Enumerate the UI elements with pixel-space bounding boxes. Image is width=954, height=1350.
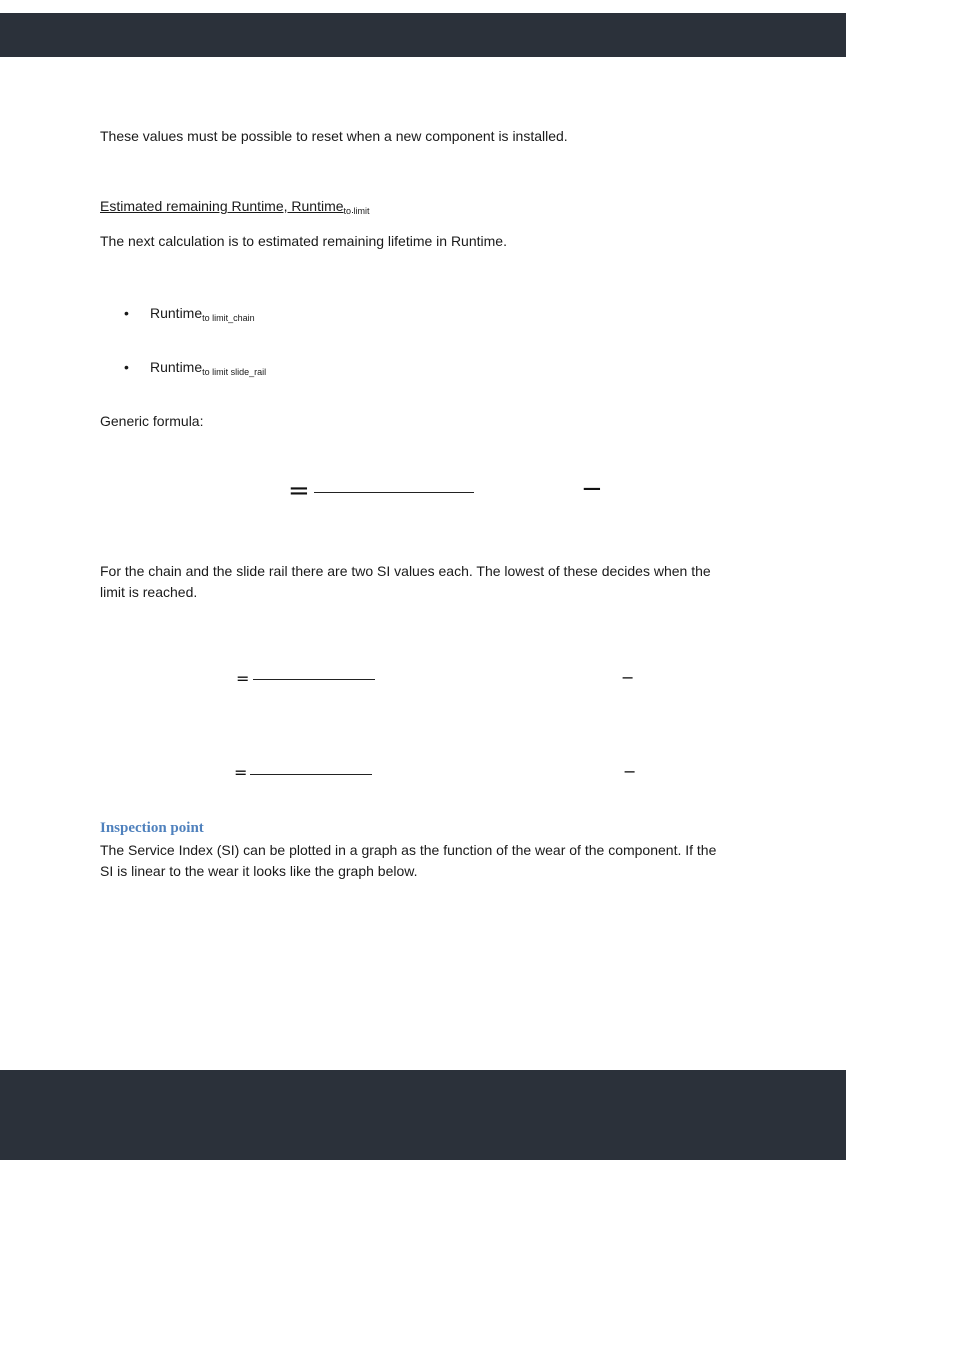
page-footer-bar (0, 1070, 846, 1160)
paragraph-generic-formula: Generic formula: (100, 413, 204, 429)
paragraph-service-index: The Service Index (SI) can be plotted in a graph as the function of the wear of the component. If the SI is linear to the wear it looks like the graph below. (100, 842, 717, 879)
formula-fraction-bar (314, 492, 474, 493)
chain-formula-fraction-bar (253, 679, 375, 680)
page-header-bar (0, 13, 846, 57)
bullet-label: Runtime (150, 305, 203, 321)
bullet-dot: • (124, 305, 129, 321)
bullet-subscript: to limit slide_rail (202, 367, 267, 377)
bullet-label: Runtime (150, 359, 203, 375)
chain-formula-minus-sign: − (621, 668, 635, 687)
paragraph-reset: These values must be possible to reset when a new component is installed. (100, 128, 568, 144)
bullet-runtime-slide-rail (150, 357, 266, 378)
section-heading-inspection-point: Inspection point (100, 820, 204, 836)
bullet-subscript: to limit_chain (202, 313, 255, 323)
bullet-dot: • (124, 359, 129, 375)
heading-runtime-sub: to limit (343, 206, 370, 216)
paragraph-chain-slide-rail: For the chain and the slide rail there are two SI values each. The lowest of these decides when the limit is reached. (100, 563, 711, 600)
slide-rail-formula-equals-sign: = (234, 763, 248, 782)
formula-minus-sign: − (581, 474, 603, 504)
bullet-runtime-chain (150, 303, 255, 324)
chain-formula-equals-sign: = (236, 669, 250, 688)
slide-rail-formula-minus-sign: − (623, 762, 637, 781)
heading-estimated-runtime (100, 196, 370, 217)
slide-rail-formula-fraction-bar (250, 774, 372, 775)
heading-runtime-main: Estimated remaining Runtime, Runtime (100, 198, 344, 214)
formula-equals-sign: = (288, 476, 310, 506)
paragraph-next-calculation: The next calculation is to estimated remaining lifetime in Runtime. (100, 233, 507, 249)
